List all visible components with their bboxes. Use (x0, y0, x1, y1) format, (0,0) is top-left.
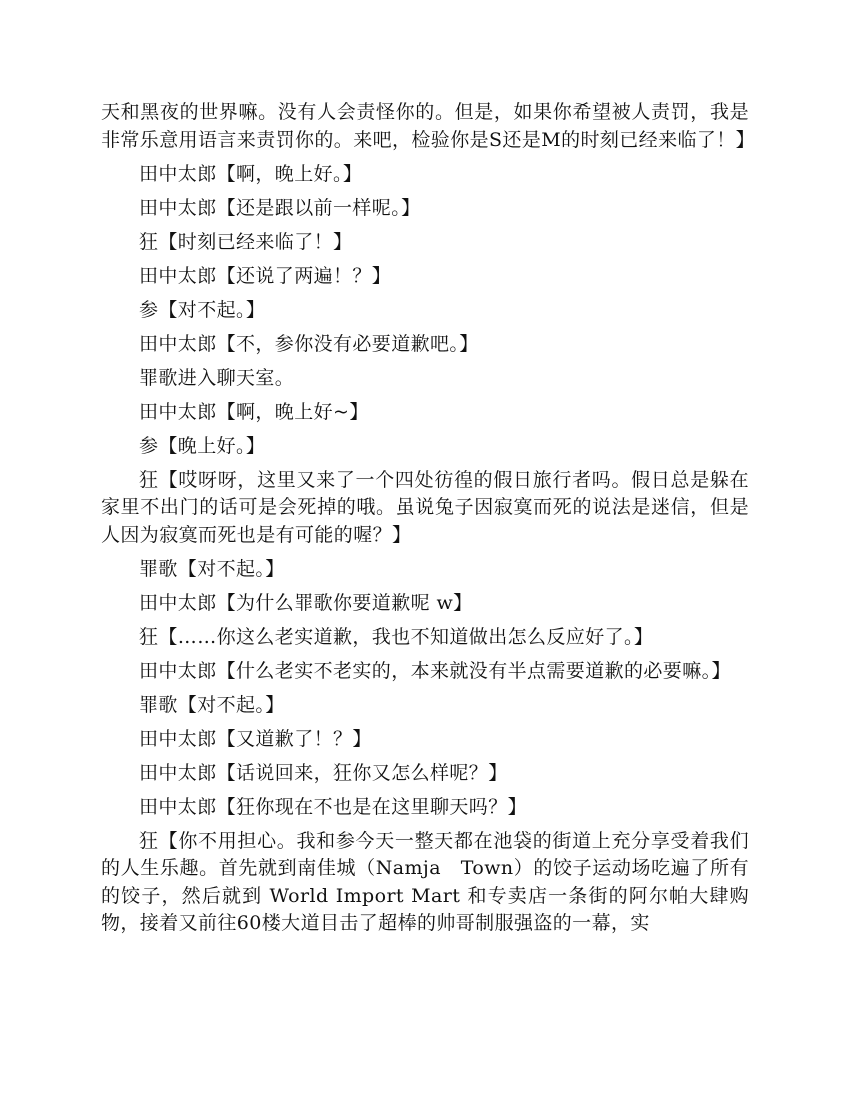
system-message: 罪歌进入聊天室。 (139, 366, 295, 389)
dialogue-line: 田中太郎【还说了两遍！？】 (139, 264, 392, 287)
dialogue-line: 狂【你不用担心。我和参今天一整天都在池袋的街道上充分享受着我们的人生乐趣。首先就到南佳城（Namja Town）的饺子运动场吃遍了所有的饺子，然后就到 World Import Mart 和专卖店一条街的阿尔帕大肆购物，接着又前往60楼大道目击了超棒的帅哥制服强盗的一幕，实 (101, 829, 749, 934)
dialogue-line: 田中太郎【啊，晚上好~】 (139, 400, 369, 423)
dialogue-line: 参【对不起。】 (139, 298, 266, 321)
dialogue-line: 田中太郎【为什么罪歌你要道歉呢 w】 (139, 591, 473, 614)
dialogue-line: 田中太郎【话说回来，狂你又怎么样呢？】 (139, 761, 508, 784)
dialogue-line: 田中太郎【又道歉了！？】 (139, 727, 372, 750)
dialogue-line: 田中太郎【不，参你没有必要道歉吧。】 (139, 332, 479, 355)
dialogue-line: 狂【时刻已经来临了！】 (139, 230, 353, 253)
dialogue-line: 田中太郎【什么老实不老实的，本来就没有半点需要道歉的必要嘛。】 (139, 659, 731, 682)
dialogue-line: 狂【……你这么老实道歉，我也不知道做出怎么反应好了。】 (139, 625, 654, 648)
dialogue-line: 田中太郎【还是跟以前一样呢。】 (139, 196, 421, 219)
paragraph-continued: 天和黑夜的世界嘛。没有人会责怪你的。但是，如果你希望被人责罚，我是非常乐意用语言来责罚你的。来吧，检验你是S还是M的时刻已经来临了！】 (101, 101, 756, 151)
dialogue-line: 狂【哎呀呀，这里又来了一个四处彷徨的假日旅行者吗。假日总是躲在家里不出门的话可是会死掉的哦。虽说兔子因寂寞而死的说法是迷信，但是人因为寂寞而死也是有可能的喔？】 (101, 468, 749, 546)
dialogue-line: 田中太郎【啊，晚上好。】 (139, 162, 363, 185)
dialogue-line: 田中太郎【狂你现在不也是在这里聊天吗？】 (139, 795, 528, 818)
dialogue-line: 罪歌【对不起。】 (139, 693, 285, 716)
document-page (101, 99, 756, 944)
dialogue-line: 罪歌【对不起。】 (139, 557, 285, 580)
dialogue-line: 参【晚上好。】 (139, 434, 266, 457)
